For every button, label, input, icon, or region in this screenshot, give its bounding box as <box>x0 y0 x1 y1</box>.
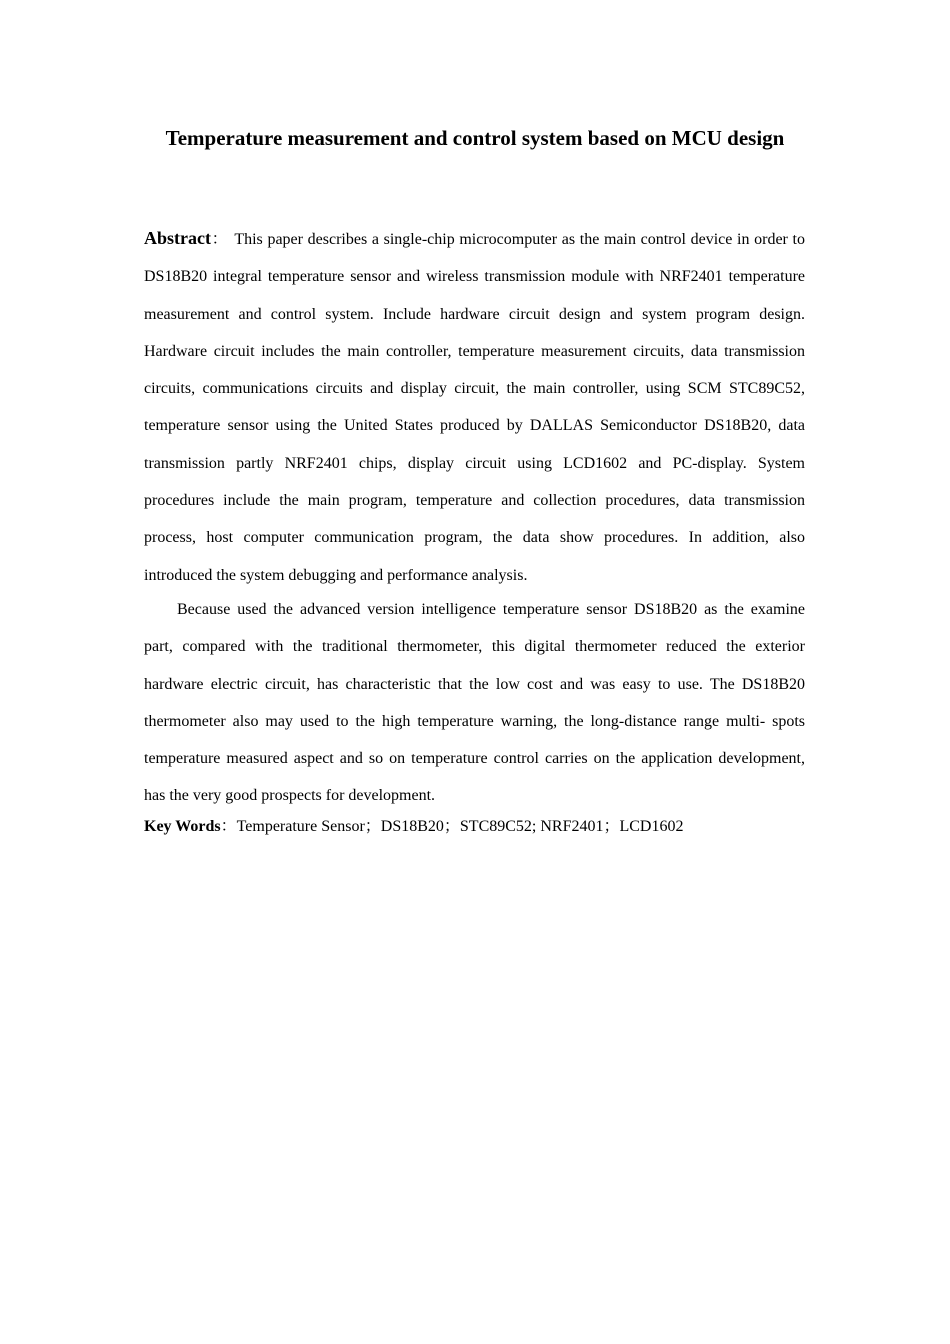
abstract-section <box>144 220 805 842</box>
abstract-text: This paper describes a single-chip microcomputer as the main control device in order to DS18B20 integral temperature sensor and wireless transmission module with NRF2401 temperature measurement and control system. Include hardware circuit design and system program design. Hardware circuit includes the main controller, temperature measurement circuits, data transmission circuits, communications circuits and display circuit, the main controller, using SCM STC89C52, temperature sensor using the United States produced by DALLAS Semiconductor DS18B20, data transmission partly NRF2401 chips, display circuit using LCD1602 and PC-display. System procedures include the main program, temperature and collection procedures, data transmission process, host computer communication program, the data show procedures. In addition, also introduced the system debugging and performance analysis. <box>144 231 805 584</box>
abstract-colon: ： <box>210 231 229 248</box>
keywords-text: ：Temperature Sensor；DS18B20；STC89C52; NRF2401；LCD1602 <box>220 817 684 835</box>
paper-title: Temperature measurement and control system based on MCU design <box>165 126 785 150</box>
second-paragraph: Because used the advanced version intelligence temperature sensor DS18B20 as the examine part, compared with the traditional thermometer, this digital thermometer reduced the exterior hardware electric circuit, has characteristic that the low cost and was easy to use. The DS18B20 thermometer also may used to the high temperature warning, the long-distance range multi- spots temperature measured aspect and so on temperature control carries on the application development, has the very good prospects for development. <box>144 600 805 805</box>
abstract-paragraph <box>144 220 805 594</box>
keywords-line <box>144 812 805 842</box>
keywords-label: Key Words <box>144 817 221 835</box>
abstract-label: Abstract <box>144 228 211 248</box>
